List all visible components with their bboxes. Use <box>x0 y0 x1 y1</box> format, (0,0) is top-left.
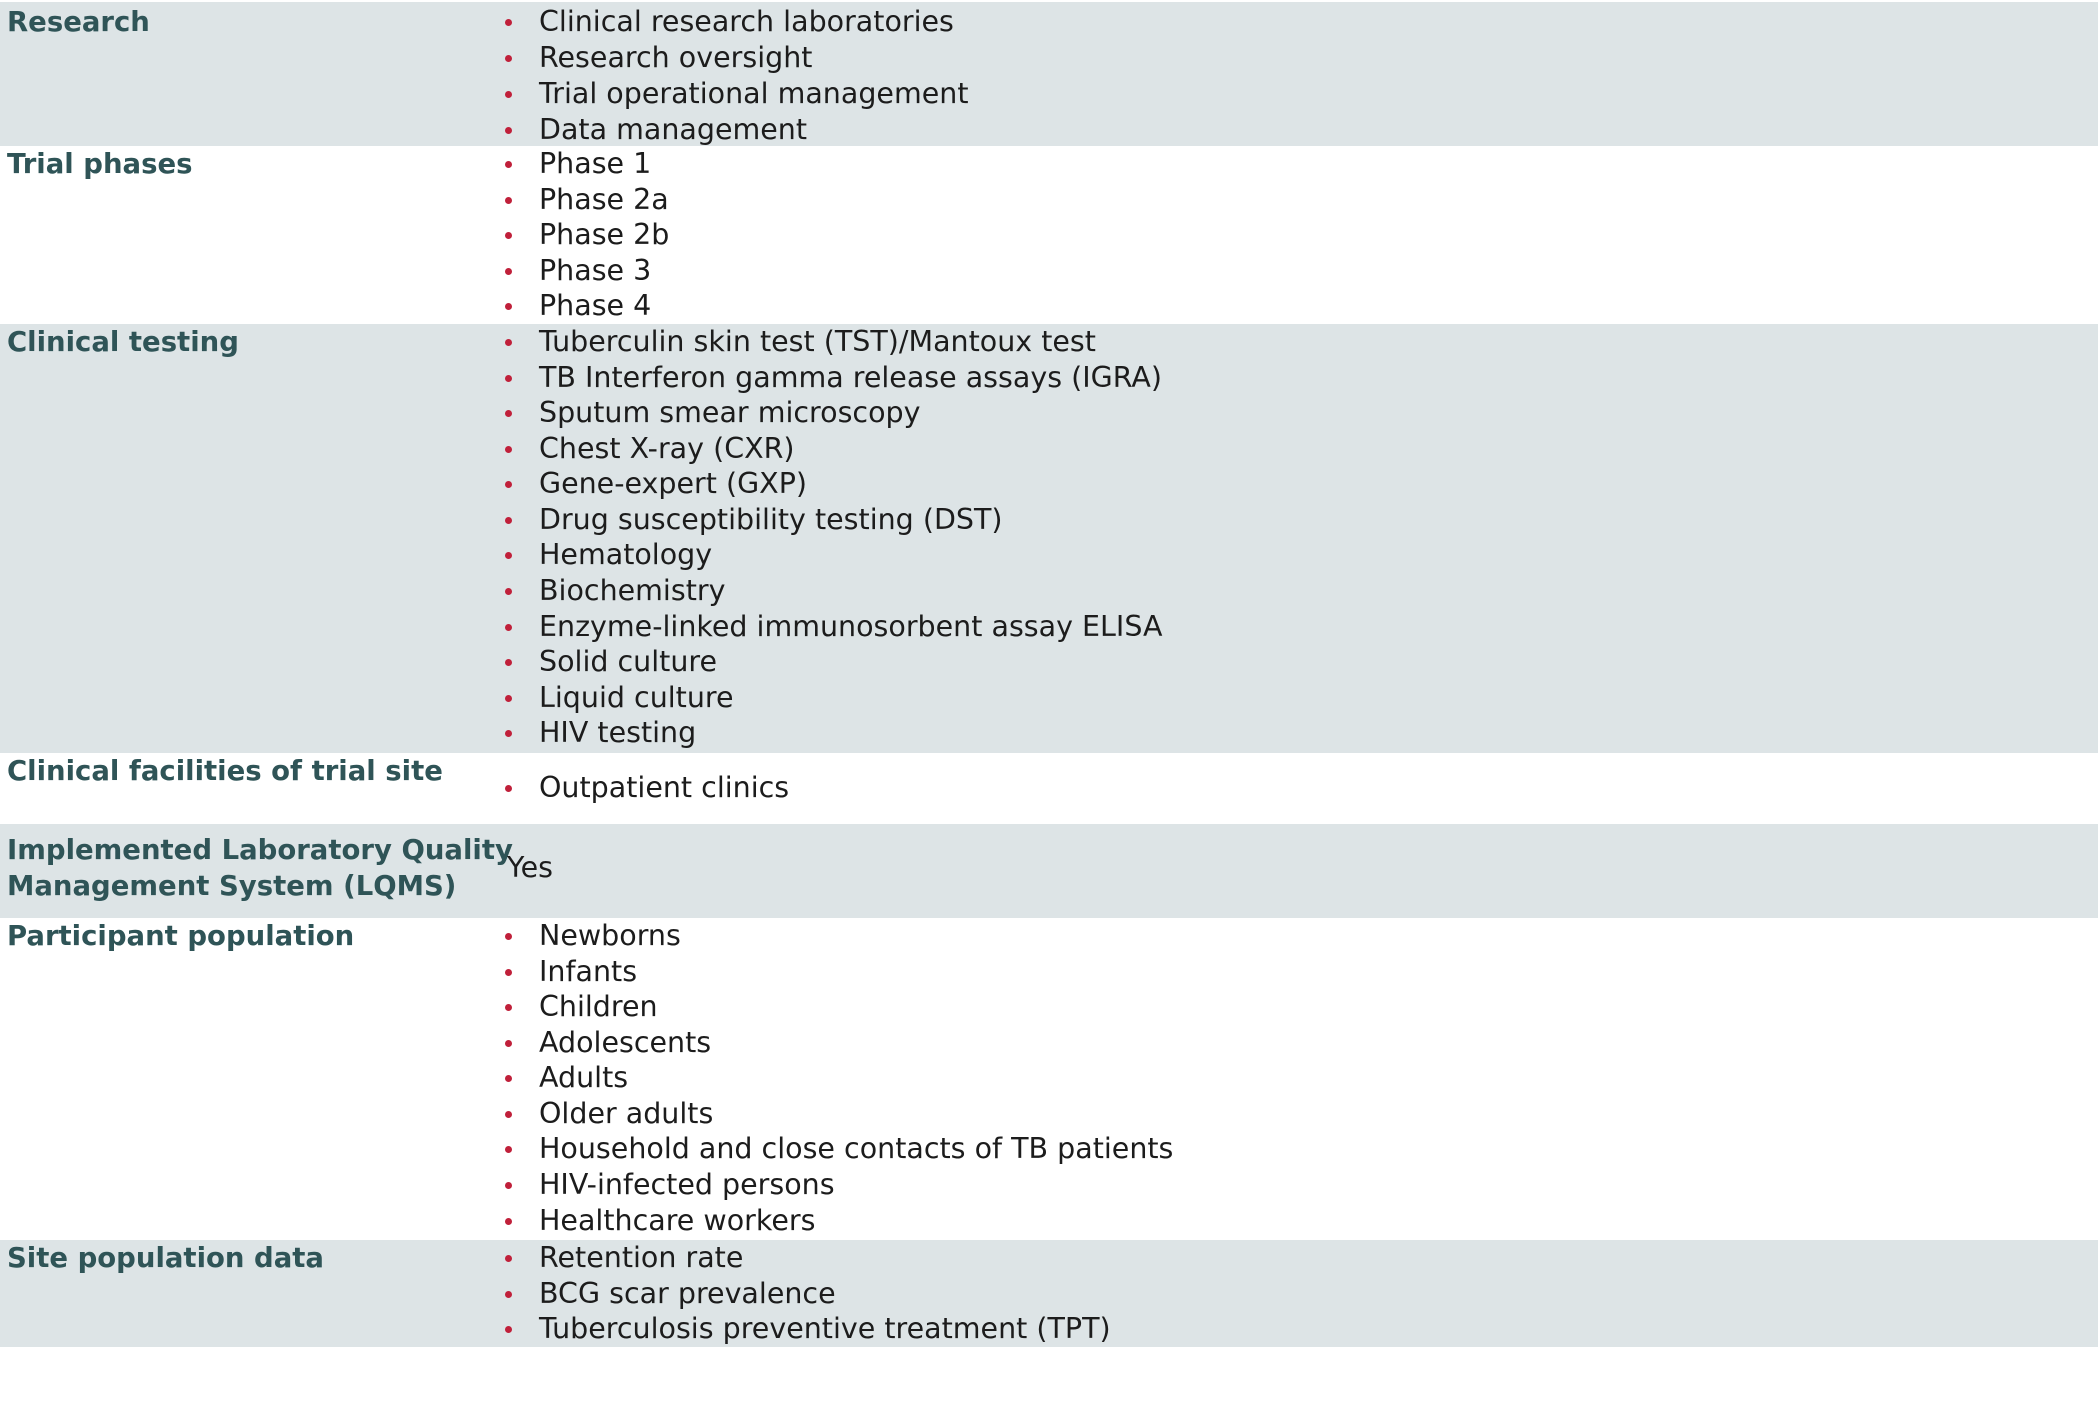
bullet-icon <box>505 1255 512 1262</box>
row-label-site-population-data: Site population data <box>7 1242 324 1274</box>
table-row-site-population-data <box>0 1240 2098 1347</box>
list-item: Phase 1 <box>505 146 2005 182</box>
list-item: Research oversight <box>505 40 2005 76</box>
list-item: Trial operational management <box>505 76 2005 112</box>
list-item: Chest X-ray (CXR) <box>505 431 2005 467</box>
bullet-icon <box>505 730 512 737</box>
bullet-icon <box>505 19 512 26</box>
bullet-icon <box>505 303 512 310</box>
table-row-clinical-facilities <box>0 753 2098 824</box>
list-item: Hematology <box>505 537 2005 573</box>
table-row-participant-population <box>0 918 2098 1240</box>
bullet-icon <box>505 268 512 275</box>
list-item: Biochemistry <box>505 573 2005 609</box>
table-row-trial-phases <box>0 146 2098 324</box>
bullet-icon <box>505 232 512 239</box>
bullet-icon <box>505 517 512 524</box>
bullet-icon <box>505 588 512 595</box>
bullet-icon <box>505 55 512 62</box>
list-item: Phase 2b <box>505 217 2005 253</box>
list-item: Phase 2a <box>505 182 2005 218</box>
list-item: Retention rate <box>505 1240 2005 1276</box>
table-row-clinical-testing <box>0 324 2098 753</box>
row-label-lqms: Implemented Laboratory Quality Management System (LQMS) <box>7 834 513 902</box>
list-item: HIV-infected persons <box>505 1167 2005 1203</box>
list-item: Household and close contacts of TB patients <box>505 1131 2005 1167</box>
bullet-icon <box>505 197 512 204</box>
list-item: Children <box>505 989 2005 1025</box>
table-row-research <box>0 2 2098 146</box>
list-item: Sputum smear microscopy <box>505 395 2005 431</box>
bullet-icon <box>505 91 512 98</box>
bullet-icon <box>505 1040 512 1047</box>
bullet-icon <box>505 1291 512 1298</box>
bullet-icon <box>505 446 512 453</box>
list-item: Tuberculosis preventive treatment (TPT) <box>505 1311 2005 1347</box>
bullet-icon <box>505 969 512 976</box>
bullet-icon <box>505 410 512 417</box>
list-item: Drug susceptibility testing (DST) <box>505 502 2005 538</box>
list-item: Liquid culture <box>505 680 2005 716</box>
list-item: Adolescents <box>505 1025 2005 1061</box>
row-label-participant-population: Participant population <box>7 920 355 952</box>
list-item: BCG scar prevalence <box>505 1276 2005 1312</box>
bullet-icon <box>505 659 512 666</box>
list-item: TB Interferon gamma release assays (IGRA) <box>505 360 2005 396</box>
bullet-icon <box>505 624 512 631</box>
lqms-value: Yes <box>507 851 554 884</box>
list-item: Enzyme-linked immunosorbent assay ELISA <box>505 609 2005 645</box>
row-label-clinical-testing: Clinical testing <box>7 326 239 358</box>
list-item: Adults <box>505 1060 2005 1096</box>
bullet-icon <box>505 552 512 559</box>
bullet-icon <box>505 339 512 346</box>
list-item: Tuberculin skin test (TST)/Mantoux test <box>505 324 2005 360</box>
bullet-icon <box>505 1182 512 1189</box>
bullet-icon <box>505 933 512 940</box>
list-item: Infants <box>505 954 2005 990</box>
table-row-lqms <box>0 824 2098 918</box>
row-label-trial-phases: Trial phases <box>7 148 193 180</box>
list-item: Clinical research laboratories <box>505 4 2005 40</box>
list-item: Outpatient clinics <box>505 770 2005 806</box>
list-item: Older adults <box>505 1096 2005 1132</box>
list-item: Gene-expert (GXP) <box>505 466 2005 502</box>
list-item: Phase 3 <box>505 253 2005 289</box>
bullet-icon <box>505 1004 512 1011</box>
bullet-icon <box>505 1146 512 1153</box>
row-label-research: Research <box>7 6 150 38</box>
bullet-icon <box>505 481 512 488</box>
bullet-icon <box>505 1075 512 1082</box>
bullet-icon <box>505 161 512 168</box>
bullet-icon <box>505 375 512 382</box>
list-item: Newborns <box>505 918 2005 954</box>
list-item: Data management <box>505 112 2005 148</box>
list-item: Healthcare workers <box>505 1203 2005 1239</box>
list-item: HIV testing <box>505 715 2005 751</box>
bullet-icon <box>505 1326 512 1333</box>
bullet-icon <box>505 695 512 702</box>
bullet-icon <box>505 1218 512 1225</box>
list-item: Solid culture <box>505 644 2005 680</box>
row-label-clinical-facilities: Clinical facilities of trial site <box>7 755 443 787</box>
bullet-icon <box>505 785 512 792</box>
bullet-icon <box>505 127 512 134</box>
list-item: Phase 4 <box>505 288 2005 324</box>
bullet-icon <box>505 1111 512 1118</box>
